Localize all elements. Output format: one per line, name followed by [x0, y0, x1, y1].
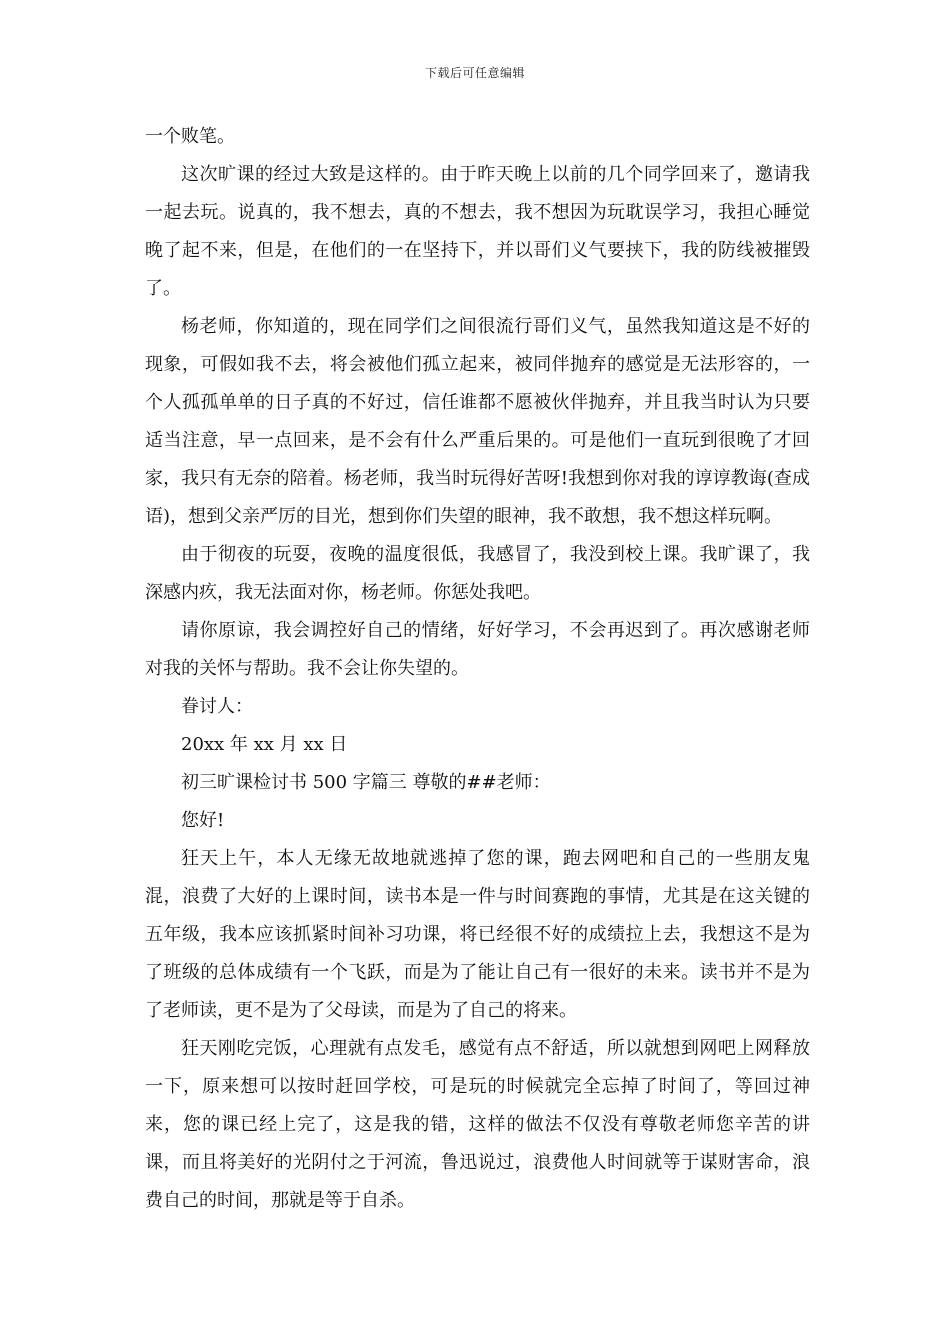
document-body	[145, 118, 810, 1220]
paragraph: 杨老师，你知道的，现在同学们之间很流行哥们义气，虽然我知道这是不好的现象，可假如我不去，将会被他们孤立起来，被同伴抛弃的感觉是无法形容的，一个人孤孤单单的日子真的不好过，信任谁都不愿被伙伴抛弃，并且我当时认为只要适当注意，早一点回来，是不会有什么严重后果的。可是他们一直玩到很晚了才回家，我只有无奈的陪着。杨老师，我当时玩得好苦呀!我想到你对我的谆谆教诲(查成语)，想到父亲严厉的目光，想到你们失望的眼神，我不敢想，我不想这样玩啊。	[145, 316, 810, 527]
paragraph: 狂天刚吃完饭，心理就有点发毛，感觉有点不舒适，所以就想到网吧上网释放一下，原来想可以按时赶回学校，可是玩的时候就完全忘掉了时间了，等回过神来，您的课已经上完了，这是我的错，这样的做法不仅没有尊敬老师您辛苦的讲课，而且将美好的光阴付之于河流，鲁迅说过，浪费他人时间就等于谋财害命，浪费自己的时间，那就是等于自杀。	[145, 1038, 810, 1211]
paragraph: 狂天上午，本人无缘无故地就逃掉了您的课，跑去网吧和自己的一些朋友鬼混，浪费了大好的上课时间，读书本是一件与时间赛跑的事情，尤其是在这关键的五年级，我本应该抓紧时间补习功课，将已经很不好的成绩拉上去，我想这不是为了班级的总体成绩有一个飞跃，而是为了能让自己有一很好的未来。读书并不是为了老师读，更不是为了父母读，而是为了自己的将来。	[145, 848, 810, 1021]
page-header-note: 下载后可任意编辑	[424, 66, 525, 80]
signature-label: 眷讨人：	[181, 696, 253, 717]
paragraph: 这次旷课的经过大致是这样的。由于昨天晚上以前的几个同学回来了，邀请我一起去玩。说真的，我不想去，真的不想去，我不想因为玩耽误学习，我担心睡觉晚了起不来，但是，在他们的一在坚持下，并以哥们义气要挟下，我的防线被摧毁了。	[145, 164, 810, 299]
paragraph: 一个败笔。	[145, 126, 235, 147]
greeting: 您好!	[181, 810, 225, 831]
date-line: 20xx 年 xx 月 xx 日	[181, 734, 348, 755]
paragraph: 请你原谅，我会调控好自己的情绪，好好学习，不会再迟到了。再次感谢老师对我的关怀与帮助。我不会让你失望的。	[145, 620, 810, 679]
paragraph: 由于彻夜的玩耍，夜晚的温度很低，我感冒了，我没到校上课。我旷课了，我深感内疚，我无法面对你，杨老师。你惩处我吧。	[145, 544, 810, 603]
section-heading: 初三旷课检讨书 500 字篇三 尊敬的##老师：	[181, 772, 551, 793]
